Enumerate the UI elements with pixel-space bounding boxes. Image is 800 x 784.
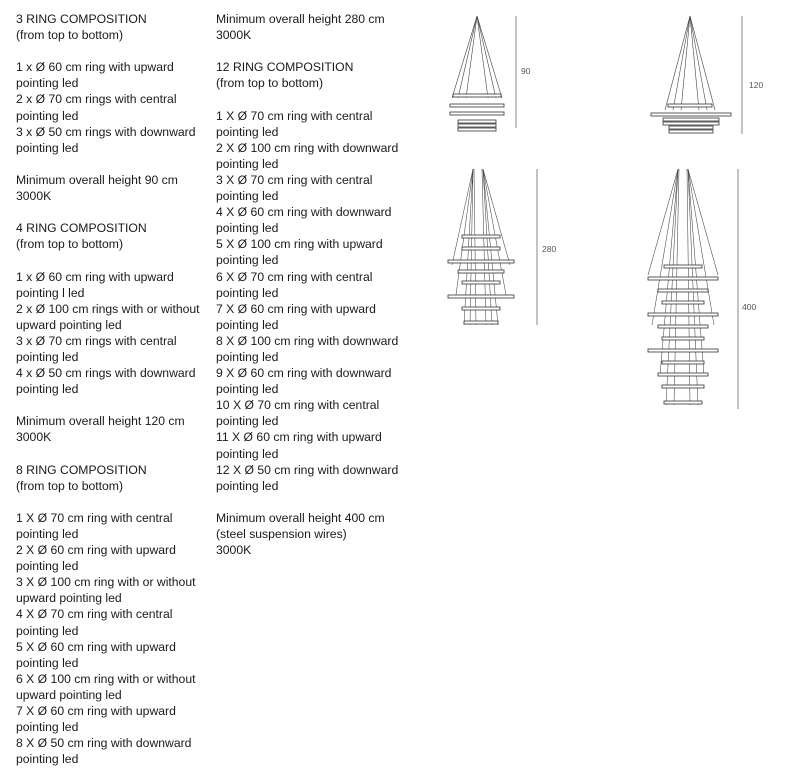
height-label: 120	[749, 80, 764, 90]
line: 12 X Ø 50 cm ring with downward	[216, 462, 399, 477]
line: 3000K	[16, 189, 52, 204]
four-ring-title-block	[16, 220, 212, 252]
line: pointing led	[16, 720, 79, 735]
line: pointing led	[216, 382, 279, 397]
left-text-column	[16, 11, 212, 784]
line: 3000K	[16, 430, 52, 445]
twelve-ring-composition-list	[216, 108, 416, 494]
line: pointing led	[16, 140, 79, 155]
line: 3000K	[216, 543, 252, 558]
line: upward pointing led	[16, 591, 122, 606]
suspension-cables	[648, 169, 718, 405]
eight-ring-chandelier-diagram	[440, 165, 570, 330]
line: 1 x Ø 60 cm ring with upward	[16, 269, 174, 284]
line: (from top to bottom)	[16, 28, 124, 43]
line: 5 X Ø 100 cm ring with upward	[216, 237, 383, 252]
line: 8 RING COMPOSITION	[16, 462, 147, 477]
line: 10 X Ø 70 cm ring with central	[216, 398, 380, 413]
line: pointing led	[16, 349, 79, 364]
line: Minimum overall height 400 cm	[216, 510, 385, 525]
line: 2 x Ø 100 cm rings with or without	[16, 301, 200, 316]
line: pointing led	[16, 623, 79, 638]
rings	[450, 94, 504, 131]
rings	[651, 104, 731, 133]
line: pointing led	[216, 478, 279, 493]
line: 9 X Ø 60 cm ring with downward	[216, 366, 392, 381]
line: 12 RING COMPOSITION	[216, 60, 354, 75]
line: 5 X Ø 60 cm ring with upward	[16, 639, 176, 654]
line: 4 X Ø 70 cm ring with central	[16, 607, 173, 622]
line: 6 X Ø 100 cm ring with or without	[16, 671, 196, 686]
line: 1 x Ø 60 cm ring with upward	[16, 60, 174, 75]
line: 4 RING COMPOSITION	[16, 221, 147, 236]
line: 2 X Ø 60 cm ring with upward	[16, 543, 176, 558]
suspension-cables	[665, 16, 715, 110]
line: 8 X Ø 100 cm ring with downward	[216, 333, 399, 348]
line: (steel suspension wires)	[216, 527, 347, 541]
line: pointing led	[16, 752, 79, 767]
line: 1 X Ø 70 cm ring with central	[16, 510, 173, 525]
line: pointing led	[216, 253, 279, 268]
height-label: 90	[521, 66, 531, 76]
line: 3 RING COMPOSITION	[16, 12, 147, 26]
eight-ring-height-block	[216, 11, 416, 43]
twelve-ring-chandelier-diagram	[640, 165, 780, 415]
line: pointing led	[216, 285, 279, 300]
suspension-cables	[452, 16, 502, 98]
three-ring-chandelier-diagram	[440, 10, 550, 135]
line: 11 X Ø 60 cm ring with upward	[216, 430, 382, 445]
twelve-ring-height-block	[216, 510, 416, 558]
line: pointing led	[216, 349, 279, 364]
line: pointing led	[16, 655, 79, 670]
twelve-ring-title-block	[216, 59, 416, 91]
line: pointing led	[16, 527, 79, 541]
line: pointing led	[16, 108, 79, 123]
line: Minimum overall height 120 cm	[16, 414, 185, 429]
four-ring-height-block	[16, 413, 212, 445]
line: upward pointing led	[16, 317, 122, 332]
eight-ring-title-block	[16, 462, 212, 494]
line: 2 x Ø 70 cm rings with central	[16, 92, 177, 107]
line: (from top to bottom)	[216, 76, 324, 91]
line: 8 X Ø 50 cm ring with downward	[16, 736, 192, 751]
four-ring-composition-list	[16, 269, 212, 398]
line: Minimum overall height 90 cm	[16, 172, 178, 187]
line: 6 X Ø 70 cm ring with central	[216, 269, 373, 284]
line: pointing led	[16, 382, 79, 397]
three-ring-title-block	[16, 11, 212, 43]
line: (from top to bottom)	[16, 237, 124, 252]
line: pointing led	[216, 221, 279, 236]
height-label: 400	[742, 302, 757, 312]
four-ring-chandelier-diagram	[645, 10, 775, 140]
line: Minimum overall height 280 cm	[216, 12, 385, 26]
line: pointing led	[216, 414, 279, 429]
line: 3 x Ø 70 cm rings with central	[16, 333, 177, 348]
line: 4 x Ø 50 cm rings with downward	[16, 366, 196, 381]
line: pointing led	[16, 76, 79, 91]
line: 3 x Ø 50 cm rings with downward	[16, 124, 196, 139]
line: 3000K	[216, 28, 252, 43]
line: (from top to bottom)	[16, 478, 124, 493]
line: 2 X Ø 100 cm ring with downward	[216, 140, 399, 155]
right-text-column	[216, 11, 416, 574]
line: 3 X Ø 100 cm ring with or without	[16, 575, 196, 590]
height-label: 280	[542, 244, 557, 254]
line: 4 X Ø 60 cm ring with downward	[216, 205, 392, 220]
line: 7 X Ø 60 cm ring with upward	[16, 704, 176, 719]
line: 1 X Ø 70 cm ring with central	[216, 108, 373, 123]
line: pointing l led	[16, 285, 85, 300]
line: 3 X Ø 70 cm ring with central	[216, 172, 373, 187]
line: pointing led	[216, 317, 279, 332]
line: upward pointing led	[16, 687, 122, 702]
line: pointing led	[216, 156, 279, 171]
three-ring-composition-list	[16, 59, 212, 156]
line: pointing led	[216, 446, 279, 461]
line: pointing led	[216, 124, 279, 139]
eight-ring-composition-list	[16, 510, 212, 768]
line: pointing led	[216, 189, 279, 204]
line: 7 X Ø 60 cm ring with upward	[216, 301, 376, 316]
line: pointing led	[16, 559, 79, 574]
three-ring-height-block	[16, 172, 212, 204]
